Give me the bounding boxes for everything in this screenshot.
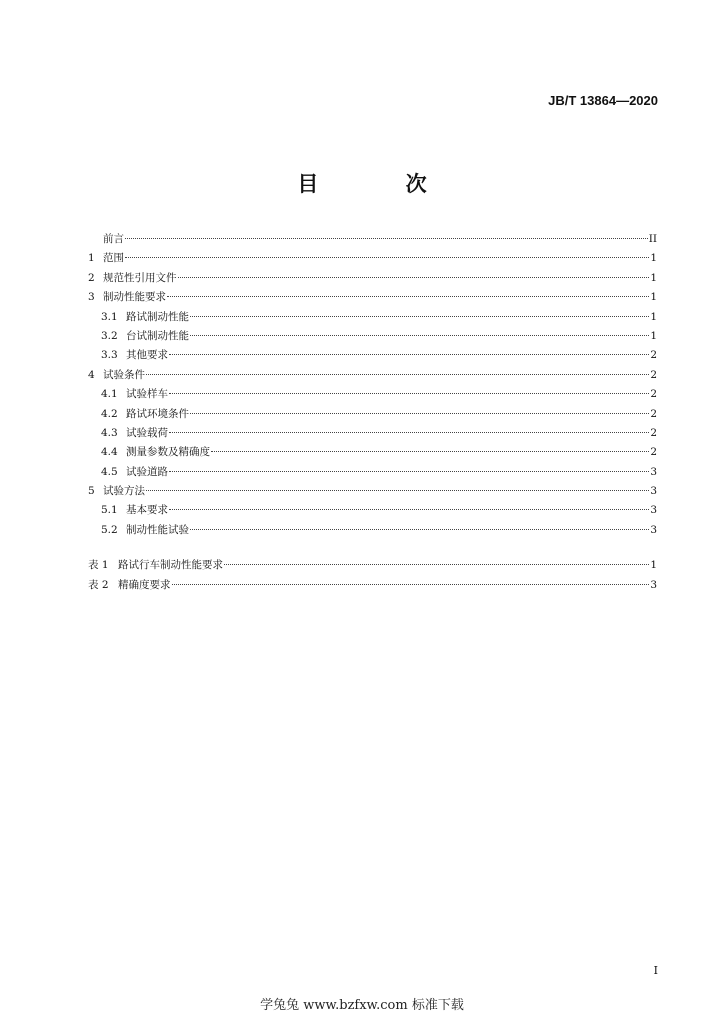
- toc-entry-page: 2: [650, 446, 657, 459]
- toc-entry-label: 试验条件: [103, 368, 145, 381]
- toc-entry-number: 3.1: [101, 310, 118, 323]
- dot-leader: [167, 296, 649, 297]
- toc-entry-label: 测量参数及精确度: [126, 446, 210, 459]
- toc-entry-number: 3.2: [101, 329, 118, 342]
- toc-entry-label: 规范性引用文件: [103, 271, 177, 284]
- toc-entry-page: 3: [650, 465, 657, 478]
- toc-entry-label: 制动性能试验: [126, 523, 189, 536]
- toc-entry-label: 范围: [103, 252, 124, 265]
- toc-table-entry[interactable]: [88, 576, 657, 595]
- toc-entry[interactable]: [88, 424, 657, 443]
- watermark-text: 学兔兔 www.bzfxw.com 标准下载: [260, 998, 464, 1013]
- dot-leader: [125, 238, 648, 239]
- toc-entry-page: 3: [650, 523, 657, 536]
- toc-entry-number: 5: [88, 485, 95, 498]
- dot-leader: [125, 257, 649, 258]
- toc-entry[interactable]: [88, 463, 657, 482]
- toc-entry-label: 制动性能要求: [103, 291, 166, 304]
- toc-entry-number: 2: [88, 271, 95, 284]
- dot-leader: [169, 354, 649, 355]
- toc-entry-number: 3.3: [101, 349, 118, 362]
- dot-leader: [190, 529, 649, 530]
- toc-entry-label: 路试制动性能: [126, 310, 189, 323]
- toc-entry-label: 基本要求: [126, 504, 168, 517]
- toc-entry[interactable]: [88, 288, 657, 307]
- toc-entry[interactable]: [88, 346, 657, 365]
- toc-entry[interactable]: [88, 308, 657, 327]
- toc-entry-label: 路试环境条件: [126, 407, 189, 420]
- toc-entry-page: 3: [650, 578, 657, 591]
- toc-entry-page: 1: [650, 252, 657, 265]
- dot-leader: [146, 374, 649, 375]
- dot-leader: [190, 413, 649, 414]
- toc-entry-number: 4: [88, 368, 95, 381]
- toc-entry-page: 2: [650, 407, 657, 420]
- dot-leader: [146, 490, 649, 491]
- toc-entry-label: 精确度要求: [118, 578, 171, 591]
- toc-entry-page: 2: [650, 426, 657, 439]
- toc-entry[interactable]: [88, 327, 657, 346]
- toc-entry-page: 2: [650, 388, 657, 401]
- dot-leader: [172, 584, 650, 585]
- page-number: I: [653, 964, 658, 977]
- toc-entry-label: 其他要求: [126, 349, 168, 362]
- toc-entry-number: 4.4: [101, 446, 118, 459]
- toc-entry-page: 1: [650, 271, 657, 284]
- toc-entry-page: II: [648, 233, 657, 245]
- toc-entry-page: 2: [650, 368, 657, 381]
- dot-leader: [169, 393, 649, 394]
- toc-entry[interactable]: [88, 443, 657, 462]
- toc-entry[interactable]: [88, 230, 657, 249]
- toc-entry-page: 1: [650, 329, 657, 342]
- toc-entry-page: 3: [650, 504, 657, 517]
- toc-entry-number: 4.3: [101, 426, 118, 439]
- page-title: 目 次: [297, 171, 467, 196]
- toc-entry[interactable]: [88, 482, 657, 501]
- dot-leader: [211, 451, 649, 452]
- toc-entry-label: 路试行车制动性能要求: [118, 559, 223, 572]
- toc-table-entry[interactable]: [88, 556, 657, 575]
- toc-entry-label: 前言: [103, 233, 124, 245]
- dot-leader: [169, 471, 649, 472]
- dot-leader: [178, 277, 650, 278]
- toc-entry-number: 4.5: [101, 465, 118, 478]
- toc-entry[interactable]: [88, 385, 657, 404]
- dot-leader: [190, 316, 649, 317]
- dot-leader: [169, 509, 649, 510]
- toc-entry-number: 表 1: [88, 559, 109, 572]
- toc-entry-label: 试验载荷: [126, 426, 168, 439]
- toc-entry[interactable]: [88, 521, 657, 540]
- toc-entry[interactable]: [88, 249, 657, 268]
- toc-entry[interactable]: [88, 501, 657, 520]
- dot-leader: [224, 564, 649, 565]
- table-of-contents: [88, 230, 657, 595]
- toc-entry-page: 1: [650, 310, 657, 323]
- toc-entry-label: 台试制动性能: [126, 329, 189, 342]
- toc-entry-page: 2: [650, 349, 657, 362]
- toc-entry-label: 试验道路: [126, 465, 168, 478]
- toc-entry-number: 3: [88, 291, 95, 304]
- toc-entry-page: 1: [650, 291, 657, 304]
- toc-entry[interactable]: [88, 405, 657, 424]
- toc-entry-page: 1: [650, 559, 657, 572]
- toc-entry-number: 5.1: [101, 504, 118, 517]
- dot-leader: [190, 335, 649, 336]
- document-code: JB/T 13864—2020: [548, 93, 658, 108]
- toc-entry-number: 表 2: [88, 578, 109, 591]
- toc-entry-number: 1: [88, 252, 95, 265]
- toc-entry[interactable]: [88, 366, 657, 385]
- toc-entry-number: 4.1: [101, 388, 118, 401]
- toc-entry-number: 5.2: [101, 523, 118, 536]
- toc-entry-page: 3: [650, 485, 657, 498]
- toc-entry[interactable]: [88, 269, 657, 288]
- toc-entry-number: 4.2: [101, 407, 118, 420]
- toc-entry-label: 试验方法: [103, 485, 145, 498]
- dot-leader: [169, 432, 649, 433]
- toc-entry-label: 试验样车: [126, 388, 168, 401]
